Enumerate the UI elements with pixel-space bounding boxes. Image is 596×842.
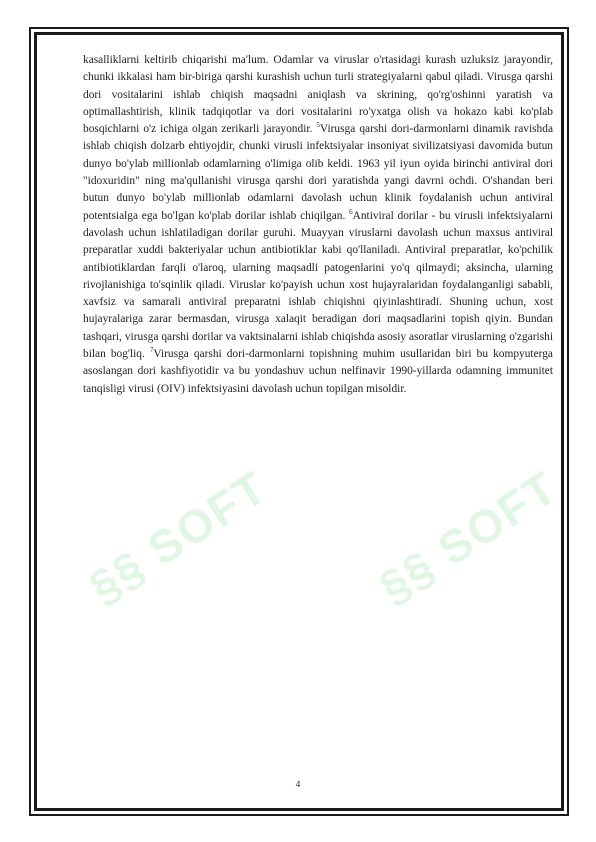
page-number: 4 bbox=[295, 779, 301, 789]
text-segment: Virusga qarshi dori-darmonlarni topishning muhim usullaridan biri bu kompyuterga asoslangan dori kashfiyotidir va bu yondashuv uchun nelfinavir 1990-yillarda odamning immunitet tanqisligi virusi (OIV) infektsiyasini davolash uchun topilgan misoldir. bbox=[83, 348, 553, 395]
text-segment: Antiviral dorilar - bu virusli infektsiyalarni davolash uchun ishlatiladigan dorilar guruhi. Muayyan viruslarni davolash uchun maxsus antiviral preparatlar xuddi bakteriyalar uchun antibiotiklar kabi qo'llaniladi. Antiviral preparatlar, ko'pchilik antibiotiklardan farqli o'laroq, ularning maqsadli patogenlarini yo'q qilmaydi; aksincha, ularning rivojlanishiga to'sqinlik qiladi. Viruslar ko'payish uchun xost hujayralaridan foydalanganligi sababli, xavfsiz va samarali antiviral preparatni ishlab chiqishni qiyinlashtiradi. Shuning uchun, xost hujayralariga zarar bermasdan, virusga xalaqit beradigan dori maqsadlarini topish qiyin. Bundan tashqari, virusga qarshi dorilar va vaktsinalarni ishlab chiqishda asosiy asoratlar viruslarning o'zgarishi bilan bog'liq. bbox=[83, 209, 553, 361]
text-segment: Virusga qarshi dori-darmonlarni dinamik ravishda ishlab chiqish dolzarb ehtiyojdir, chunki virusli infektsiyalar insoniyat sivilizatsiyasi davomida butun dunyo bo'ylab millionlab odamlarning o'limiga olib keldi. 1963 yil iyun oyida birinchi antiviral dori "idoxuridin" ning ma'qullanishi virusga qarshi dori yaratishda yangi davrni ochdi. O'shandan beri butun dunyo bo'ylab millionlab odamlarni davolash uchun klinik foydalanish uchun antiviral potentsialga ega bo'lgan ko'plab dorilar ishlab chiqilgan. bbox=[83, 123, 553, 222]
footnote-ref: 7 bbox=[149, 346, 154, 355]
text-segment: kasalliklarni keltirib chiqarishi ma'lum. Odamlar va viruslar o'rtasidagi kurash uzluksiz jarayondir, chunki ikkalasi ham bir-biriga qarshi kurashish uchun turli strategiyalarni qabul qiladi. Virusga qarshi dori vositalarini ishlab chiqish maqsadni aniqlash va skrining, qo'rg'oshinni yaratish va optimallashtirish, klinik tadqiqotlar va dori vositalarini ro'yxatga olish va hokazo kabi ko'plab bosqichlarni o'z ichiga olgan zerikarli jarayondir. bbox=[83, 54, 553, 136]
body-paragraph bbox=[83, 52, 553, 398]
watermark-logo-right: §§ SOFT bbox=[370, 460, 567, 614]
footnote-ref: 6 bbox=[349, 207, 353, 216]
body-text bbox=[83, 52, 553, 398]
footnote-ref: 5 bbox=[316, 121, 320, 130]
watermark-logo-left: §§ SOFT bbox=[80, 460, 277, 614]
